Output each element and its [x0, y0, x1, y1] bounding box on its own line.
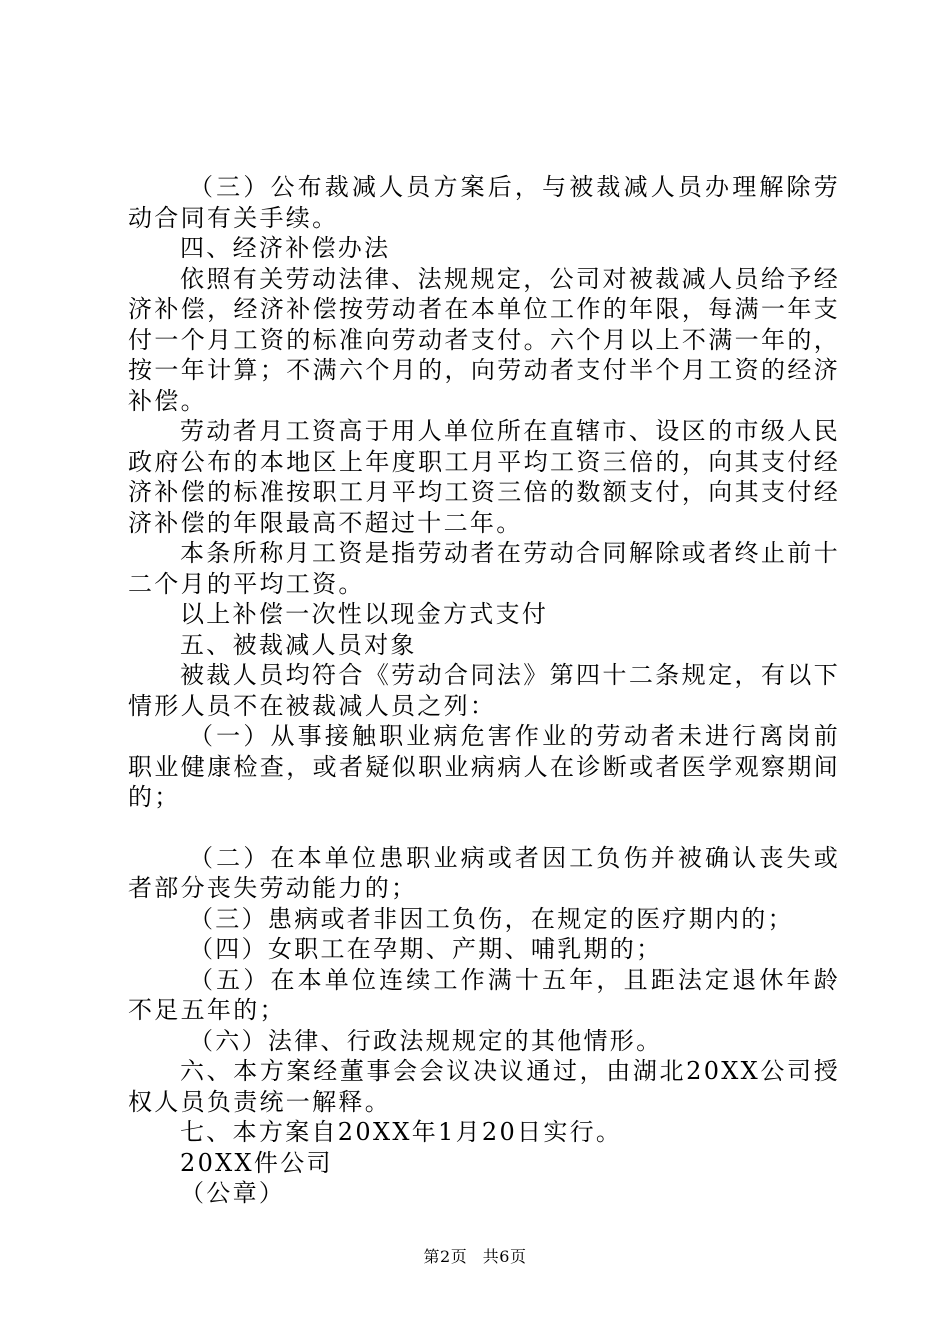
list-item-exemption-1: （一）从事接触职业病危害作业的劳动者未进行离岗前职业健康检查，或者疑似职业病病人在诊断或者医学观察期间的； — [128, 722, 840, 811]
list-item-exemption-4: （四）女职工在孕期、产期、哺乳期的； — [189, 935, 663, 963]
blank-line — [128, 813, 840, 843]
section-heading-5: 五、被裁减人员对象 — [180, 630, 417, 659]
document-body — [128, 172, 840, 1209]
paragraph-item-3: （三）公布裁减人员方案后，与被裁减人员办理解除劳动合同有关手续。 — [128, 173, 840, 232]
paragraph-exemption-intro: 被裁人员均符合《劳动合同法》第四十二条规定，有以下情形人员不在被裁减人员之列： — [128, 661, 840, 720]
list-item-exemption-6: （六）法律、行政法规规定的其他情形。 — [189, 1026, 663, 1055]
page-total: 共6页 — [482, 1247, 527, 1266]
list-item-exemption-2: （二）在本单位患职业病或者因工负伤并被确认丧失或者部分丧失劳动能力的； — [128, 843, 840, 902]
page-number: 第2页 — [423, 1247, 468, 1266]
page-footer — [0, 1244, 950, 1267]
signature-company: 20XX件公司 — [180, 1148, 333, 1177]
list-item-exemption-5: （五）在本单位连续工作满十五年，且距法定退休年龄不足五年的； — [128, 965, 840, 1024]
paragraph-compensation-cap: 劳动者月工资高于用人单位所在直辖市、设区的市级人民政府公布的本地区上年度职工月平均工资三倍的，向其支付经济补偿的标准按职工月平均工资三倍的数额支付，向其支付经济补偿的年限最高不超过十二年。 — [128, 417, 840, 537]
paragraph-payment-method: 以上补偿一次性以现金方式支付 — [180, 600, 549, 628]
section-heading-4: 四、经济补偿办法 — [180, 234, 391, 262]
signature-seal: （公章） — [180, 1179, 286, 1207]
list-item-exemption-3: （三）患病或者非因工负伤，在规定的医疗期内的； — [189, 904, 794, 933]
paragraph-monthly-wage-definition: 本条所称月工资是指劳动者在劳动合同解除或者终止前十二个月的平均工资。 — [128, 539, 840, 598]
section-heading-7: 七、本方案自20XX年1月20日实行。 — [180, 1118, 623, 1146]
paragraph-compensation-basis: 依照有关劳动法律、法规规定，公司对被裁减人员给予经济补偿，经济补偿按劳动者在本单位工作的年限，每满一年支付一个月工资的标准向劳动者支付。六个月以上不满一年的，按一年计算；不满六个月的，向劳动者支付半个月工资的经济补偿。 — [128, 264, 840, 415]
section-heading-6: 六、本方案经董事会会议决议通过，由湖北20XX公司授权人员负责统一解释。 — [128, 1057, 840, 1116]
